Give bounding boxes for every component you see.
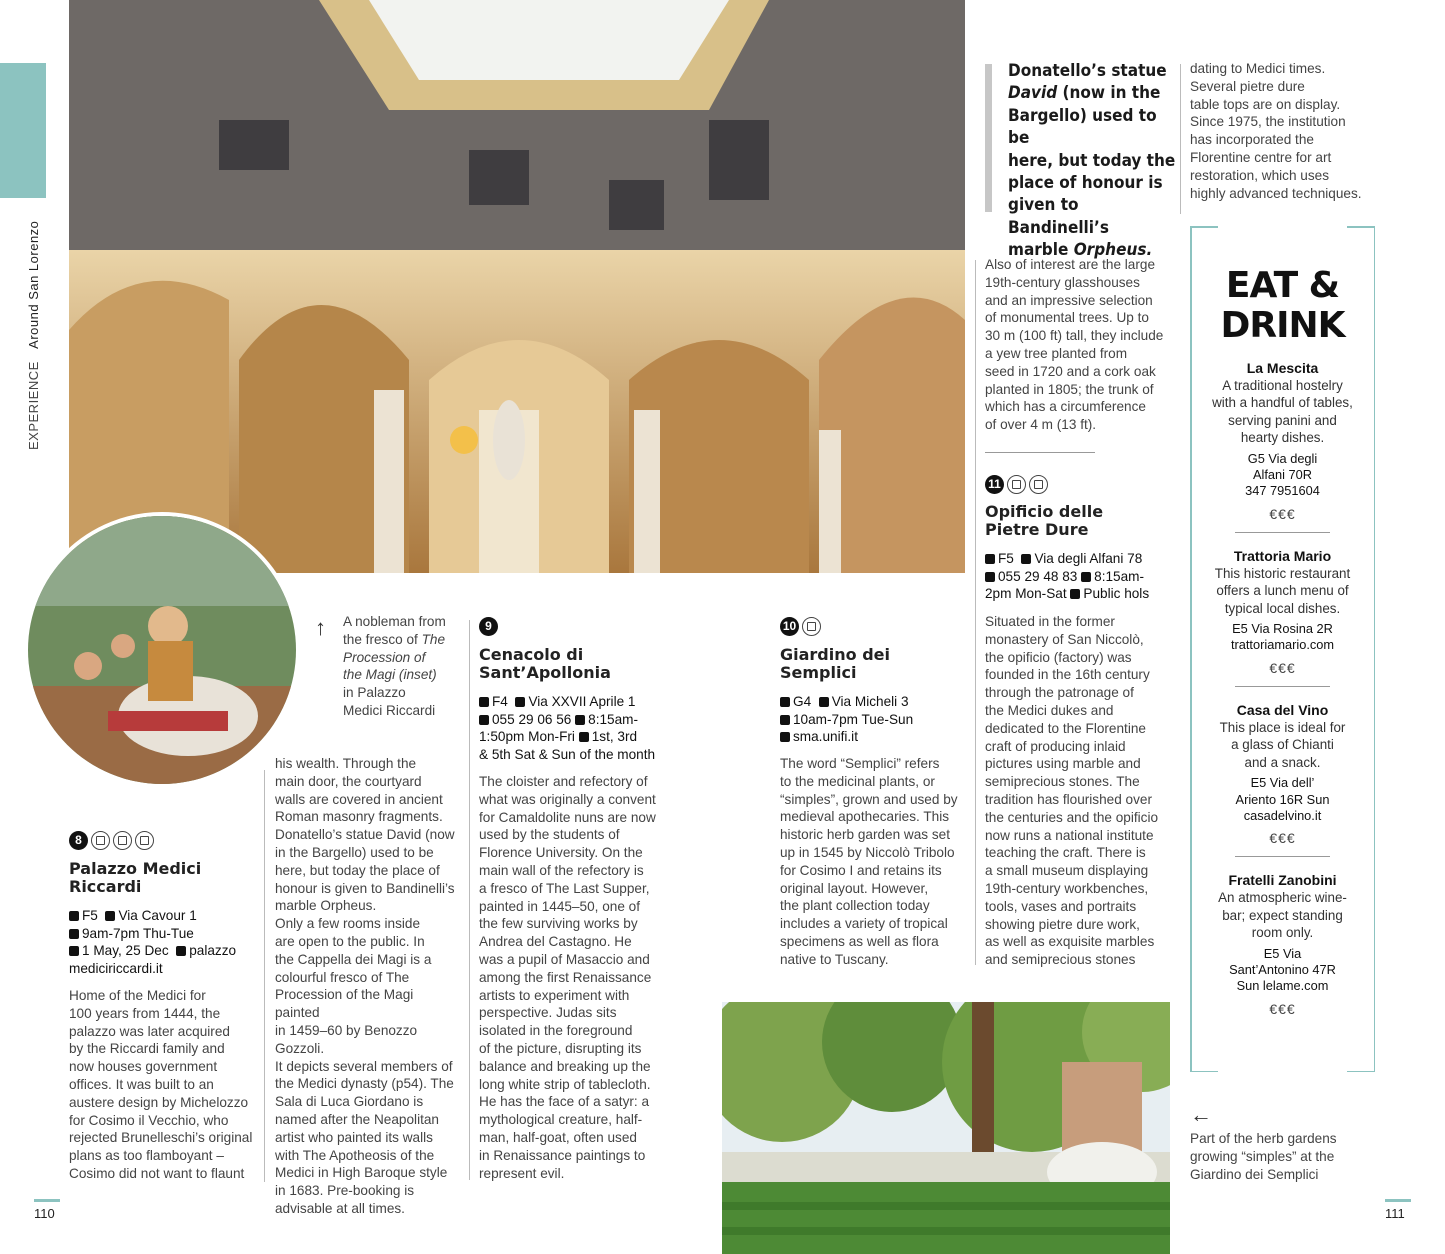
text-line: historic herb garden was set (780, 827, 951, 843)
left-arrow-icon: ← (1190, 1102, 1212, 1127)
text-line: now runs a national institute (985, 827, 1154, 843)
text-line: founded in the 16th century (985, 667, 1150, 683)
venue-info-line: trattoriamario.com (1230, 637, 1335, 653)
text-line: walls are covered in ancient (275, 791, 443, 807)
venue-info-line: Alfani 70R (1252, 467, 1313, 483)
venue-desc-line: bar; expect standing (1222, 907, 1343, 923)
text-line: Donatello’s statue David (now (275, 827, 455, 843)
text-line: native to Tuscany. (780, 951, 889, 967)
quote-bar (985, 64, 992, 212)
sight-8-header: 8 (69, 831, 154, 850)
text-line: plans as too flamboyant – (69, 1148, 224, 1164)
caption-garden: Part of the herb gardens growing “simples” at the Giardino dei Semplici (1190, 1131, 1337, 1182)
text-line: a fresco of The Last Supper, (479, 880, 650, 896)
shop-icon (113, 831, 132, 850)
text-line: now houses government (69, 1059, 218, 1075)
text-line: Home of the Medici for (69, 988, 206, 1003)
venue-desc-line: A traditional hostelry (1222, 378, 1343, 393)
text-line: dedicated to the Florentine (985, 720, 1146, 736)
text-line: was a pupil of Masaccio and (479, 951, 650, 967)
text-line: for Cosimo il Vecchio, who (69, 1112, 229, 1128)
text-line: table tops are on display. (1190, 96, 1341, 112)
text-line: offices. It was built to an (69, 1076, 214, 1092)
sight-10-text (780, 755, 965, 969)
section-side-label: EXPERIENCE Around San Lorenzo (26, 220, 41, 450)
text-line: Procession of the Magi painted (275, 987, 414, 1021)
text-line: Andrea del Castagno. He (479, 934, 632, 950)
text-line: teaching the craft. There is (985, 845, 1146, 861)
text-line: the plant collection today (780, 898, 930, 914)
venue-entry (1200, 547, 1365, 687)
text-line: Sala di Luca Giordano is (275, 1094, 424, 1110)
text-line: the opificio (factory) was (985, 649, 1132, 665)
text-line: of over 4 m (13 ft). (985, 417, 1097, 433)
divider (985, 452, 1095, 453)
venue-entry (1200, 701, 1365, 857)
text-line: through the patronage of (985, 685, 1134, 701)
ticket-icon (802, 617, 821, 636)
text-line: for Cosimo I and retains its (780, 862, 942, 878)
text-line: perspective. Judas sits (479, 1005, 617, 1021)
text-line: in the Bargello) used to be (275, 844, 434, 860)
text-line: are open to the public. In (275, 933, 425, 949)
venue-desc-line: offers a lunch menu of (1216, 583, 1349, 599)
text-line: Since 1975, the institution (1190, 114, 1346, 130)
page-number-rule-left (34, 1199, 60, 1202)
fresco-inset-photo (24, 512, 300, 788)
text-line: The word “Semplici” refers (780, 756, 940, 771)
text-line: the Cappella dei Magi is a (275, 951, 432, 967)
venue-info-line: E5 Via Rosina 2R (1232, 621, 1333, 637)
venue-price: €€€ (1269, 1000, 1296, 1017)
sight-11-info: F5 Via degli Alfani 78 055 29 48 83 8:15am- 2pm Mon-Sat Public hols (985, 551, 1150, 602)
text-line: Also of interest are the large (985, 257, 1156, 272)
venue-desc-line: room only. (1251, 925, 1314, 941)
text-line: It depicts several members of (275, 1058, 453, 1074)
text-line: pictures using marble and (985, 756, 1141, 772)
text-line: artist who painted its walls (275, 1129, 433, 1145)
venue-name: Casa del Vino (1236, 701, 1329, 718)
text-line: The cloister and refectory of (479, 774, 648, 789)
sight-11-text-continued (1190, 60, 1375, 202)
text-line: main door, the courtyard (275, 773, 422, 789)
venue-info-line: 347 7951604 (1245, 483, 1320, 499)
venue-name: La Mescita (1246, 360, 1319, 376)
garden-photo (722, 1002, 1170, 1254)
text-line: balance and breaking up the (479, 1058, 651, 1074)
text-line: and an impressive selection (985, 292, 1153, 308)
column-rule (975, 260, 976, 965)
caption-fresco: A nobleman from the fresco of The Procession of the Magi (inset) in Palazzo Medici Riccardi (343, 614, 446, 718)
venue-desc-line: hearty dishes. (1240, 430, 1325, 446)
venue-desc-line: typical local dishes. (1224, 600, 1341, 616)
text-line: tools, vases and portraits (985, 898, 1137, 914)
venue-divider (1235, 532, 1330, 533)
text-line: Medici in High Baroque style (275, 1165, 448, 1181)
page-number-right: 111 (1385, 1206, 1405, 1221)
venue-divider (1235, 686, 1330, 687)
sight-9-title: Cenacolo di Sant’Apollonia (479, 645, 611, 682)
text-line: the few surviving works by (479, 916, 638, 932)
venue-info-line: Sun lelame.com (1236, 978, 1329, 994)
text-line: Cosimo did not want to flaunt (69, 1165, 245, 1181)
courtyard-photo (69, 0, 965, 573)
venue-desc-line: and a snack. (1244, 754, 1321, 770)
text-line: with The Apotheosis of the (275, 1147, 435, 1163)
text-line: advisable at all times. (275, 1200, 405, 1216)
sight-8-text-continued (275, 755, 460, 1218)
column-rule (469, 620, 470, 1180)
sight-10-info: G4 Via Micheli 3 10am-7pm Tue-Sun sma.unifi.it (780, 693, 965, 746)
venue-price: €€€ (1269, 830, 1296, 847)
text-line: isolated in the foreground (479, 1023, 633, 1039)
column-rule (1180, 64, 1181, 214)
text-line: palazzo was later acquired (69, 1023, 230, 1039)
text-line: rejected Brunelleschi’s original (69, 1130, 253, 1146)
text-line: restoration, which uses (1190, 167, 1330, 183)
text-line: mythological creature, half- (479, 1112, 643, 1128)
text-line: specimens as well as flora (780, 933, 939, 949)
text-line: tradition has flourished over (985, 791, 1152, 807)
column-rule (264, 770, 265, 1182)
text-line: original layout. However, (780, 880, 929, 896)
sight-8-info: F5 Via Cavour 1 9am-7pm Thu-Tue 1 May, 25 Dec palazzo mediciriccardi.it (69, 908, 237, 976)
text-line: austere design by Michelozzo (69, 1094, 249, 1110)
text-line: showing pietre dure work, (985, 916, 1140, 932)
pull-quote: Donatello’s statue David (now in the Bargello) used to be here, but today the place of honour is given to Bandinelli’s marble Orpheus. (1008, 61, 1176, 261)
text-line: what was originally a convent (479, 791, 656, 807)
text-line: the centuries and the opificio (985, 809, 1159, 825)
text-line: craft of producing inlaid (985, 738, 1126, 754)
venue-desc-line: serving panini and (1228, 412, 1337, 428)
sight-9-info: F4 Via XXVII Aprile 1 055 29 06 56 8:15am- 1:50pm Mon-Fri 1st, 3rd & 5th Sat & Sun of the month (479, 694, 656, 762)
sight-8-title: Palazzo Medici Riccardi (69, 859, 202, 896)
text-line: the Medici dynasty (p54). The (275, 1076, 454, 1092)
text-line: in 1459–60 by Benozzo Gozzoli. (275, 1022, 418, 1056)
venue-price: €€€ (1269, 659, 1296, 676)
text-line: a small museum displaying (985, 863, 1149, 879)
text-line: of the picture, disrupting its (479, 1040, 642, 1056)
text-line: man, half-goat, often used (479, 1129, 637, 1145)
venue-info-line: E5 Via dell’ (1250, 775, 1315, 791)
text-line: Only a few rooms inside (275, 916, 421, 932)
text-line: monastery of San Niccolò, (985, 631, 1144, 647)
text-line: 100 years from 1444, the (69, 1005, 221, 1021)
text-line: in 1683. Pre-booking is (275, 1183, 415, 1199)
text-line: highly advanced techniques. (1190, 185, 1362, 201)
eat-drink-title: EAT & DRINK (1220, 265, 1345, 346)
text-line: and semiprecious stones (985, 952, 1136, 968)
venue-info-line: Sant’Antonino 47R (1229, 961, 1336, 977)
text-line: Situated in the former (985, 614, 1115, 629)
venue-info-line: E5 Via (1263, 945, 1302, 961)
text-line: Florentine centre for art (1190, 149, 1332, 165)
text-line: used by the students of (479, 827, 620, 843)
text-line: includes a variety of tropical (780, 916, 948, 932)
text-line: 30 m (100 ft) tall, they include (985, 328, 1164, 344)
text-line: colourful fresco of The (275, 969, 410, 985)
venue-desc-line: This historic restaurant (1214, 565, 1351, 581)
venue-info-line: casadelvino.it (1243, 807, 1322, 823)
sight-10-header: 10 (780, 617, 821, 636)
text-line: dating to Medici times. (1190, 61, 1326, 76)
text-line: long white strip of tablecloth. (479, 1076, 651, 1092)
text-line: Florence University. On the (479, 845, 643, 861)
up-arrow-icon: ↑ (315, 615, 326, 640)
text-line: for Camaldolite nuns are now (479, 809, 656, 825)
text-line: the Medici dukes and (985, 702, 1114, 718)
venue-entry (1200, 871, 1365, 1016)
text-line: seed in 1720 and a cork oak (985, 363, 1156, 379)
text-line: main wall of the refectory is (479, 862, 644, 878)
sight-9-text (479, 773, 664, 1182)
text-line: up in 1545 by Niccolò Tribolo (780, 844, 955, 860)
text-line: his wealth. Through the (275, 756, 417, 771)
text-line: 19th-century glasshouses (985, 274, 1140, 290)
text-line: He has the face of a satyr: a (479, 1094, 650, 1110)
venue-desc-line: with a handful of tables, (1212, 395, 1353, 411)
text-line: by the Riccardi family and (69, 1041, 225, 1057)
venue-price: €€€ (1269, 505, 1296, 522)
venue-divider (1235, 856, 1330, 857)
ticket-icon (1007, 475, 1026, 494)
venue-info-line: G5 Via degli (1247, 450, 1318, 466)
bag-icon (135, 831, 154, 850)
bag-icon (1029, 475, 1048, 494)
section-tab (0, 63, 46, 198)
ticket-icon (91, 831, 110, 850)
text-line: 19th-century workbenches, (985, 880, 1149, 896)
page-number-left: 110 (34, 1206, 55, 1221)
text-line: among the first Renaissance (479, 969, 652, 985)
text-line: of monumental trees. Up to (985, 310, 1149, 326)
text-line: represent evil. (479, 1165, 565, 1181)
text-line: honour is given to Bandinelli’s (275, 880, 455, 896)
text-line: to the medicinal plants, or (780, 773, 935, 789)
page-number-rule-right (1385, 1199, 1411, 1202)
venue-name: Trattoria Mario (1233, 547, 1332, 564)
venue-desc-line: An atmospheric wine- (1218, 890, 1347, 906)
text-line: “simples”, grown and used by (780, 791, 958, 807)
text-line: marble Orpheus. (275, 898, 377, 914)
text-line: which has a circumference (985, 399, 1146, 415)
text-line: planted in 1805; the trunk of (985, 381, 1154, 397)
sight-11-title: Opificio delle Pietre Dure (985, 502, 1104, 539)
sight-10-text-continued (985, 256, 1170, 434)
venue-name: Fratelli Zanobini (1228, 872, 1337, 889)
text-line: as well as exquisite marbles (985, 934, 1155, 950)
text-line: a yew tree planted from (985, 345, 1128, 361)
text-line: in Renaissance paintings to (479, 1147, 646, 1163)
text-line: named after the Neapolitan (275, 1111, 439, 1127)
sight-10-title: Giardino dei Semplici (780, 645, 890, 682)
venue-info-line: Ariento 16R Sun (1235, 791, 1330, 807)
venue-desc-line: This place is ideal for (1219, 719, 1346, 735)
venue-entry (1200, 359, 1365, 533)
text-line: painted in 1445–50, one of (479, 898, 641, 914)
eat-drink-box (1190, 226, 1375, 1072)
text-line: Roman masonry fragments. (275, 809, 443, 825)
text-line: Several pietre dure (1190, 78, 1305, 94)
text-line: artists to experiment with (479, 987, 630, 1003)
text-line: medieval apothecaries. This (780, 809, 950, 825)
sight-11-text (985, 613, 1170, 969)
sight-9-header: 9 (479, 617, 498, 636)
sight-8-text (69, 987, 259, 1183)
text-line: semiprecious stones. The (985, 774, 1140, 790)
sight-11-header: 11 (985, 475, 1048, 494)
venue-desc-line: a glass of Chianti (1231, 737, 1334, 753)
text-line: here, but today the place of (275, 862, 440, 878)
text-line: has incorporated the (1190, 132, 1314, 148)
